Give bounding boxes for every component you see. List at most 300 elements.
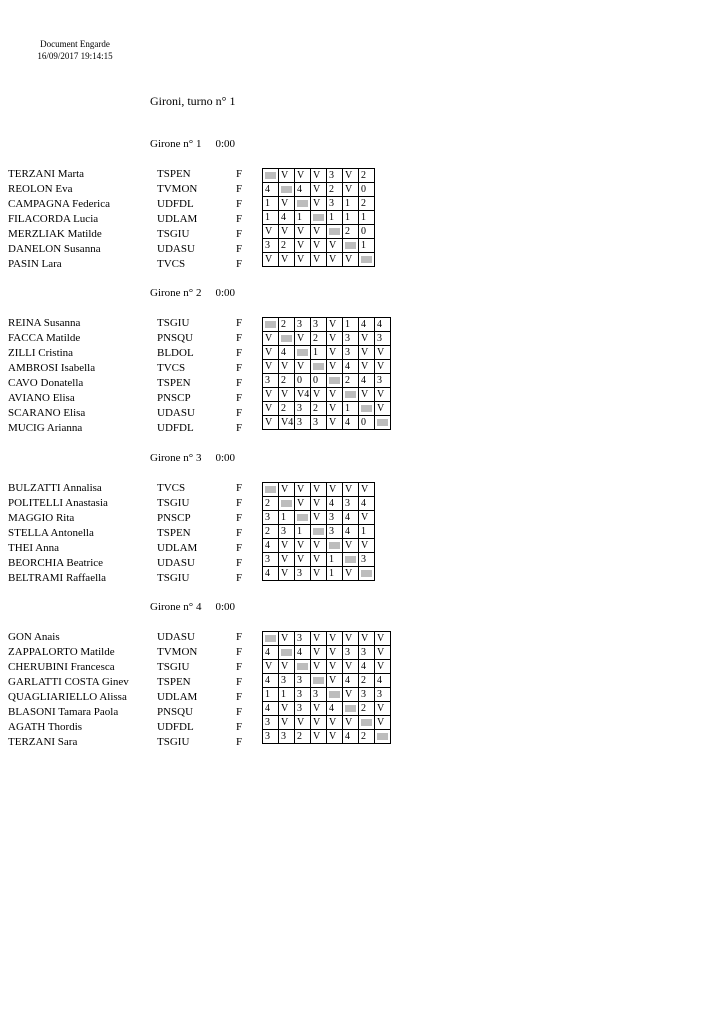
bout-result-cell: 4 [263,183,279,197]
bout-result-cell: 4 [343,525,359,539]
results-grid [262,482,375,581]
bout-result-cell: V [263,360,279,374]
fencer-sex: F [236,676,243,688]
bout-result-cell: V [279,567,295,581]
bout-result-cell: 3 [295,632,311,646]
self-bout-cell [327,539,343,553]
bout-result-cell: 3 [263,511,279,525]
fencer-name: CAMPAGNA Federica [8,198,110,210]
shaded-square-icon [361,405,372,412]
bout-result-cell: 2 [359,674,375,688]
bout-result-cell: 1 [295,525,311,539]
bout-result-cell: V [343,716,359,730]
self-bout-cell [327,225,343,239]
bout-result-cell: 3 [311,416,327,430]
fencer-club: PNSCP [157,512,191,524]
bout-result-cell: V [279,388,295,402]
fencer-name: MUCIG Arianna [8,422,83,434]
bout-result-cell: 1 [343,318,359,332]
fencer-sex: F [236,557,243,569]
self-bout-cell [343,239,359,253]
bout-result-cell: 1 [343,197,359,211]
bout-result-cell: V [375,402,391,416]
results-row [263,225,375,239]
bout-result-cell: 2 [279,374,295,388]
fencer-club: TVMON [157,183,198,195]
fencer-sex: F [236,527,243,539]
bout-result-cell: V [263,388,279,402]
fencer-sex: F [236,691,243,703]
bout-result-cell: 1 [263,211,279,225]
bout-result-cell: V [359,332,375,346]
fencer-name: SCARANO Elisa [8,407,86,419]
self-bout-cell [295,346,311,360]
bout-result-cell: 4 [359,497,375,511]
bout-result-cell: V [327,646,343,660]
bout-result-cell: V [375,632,391,646]
results-row [263,730,391,744]
bout-result-cell: 2 [279,402,295,416]
bout-result-cell: V [311,539,327,553]
bout-result-cell: 2 [279,318,295,332]
shaded-square-icon [297,663,308,670]
shaded-square-icon [313,363,324,370]
bout-result-cell: 3 [295,567,311,581]
bout-result-cell: 2 [343,225,359,239]
bout-result-cell: 3 [359,688,375,702]
shaded-square-icon [361,256,372,263]
bout-result-cell: 4 [263,539,279,553]
fencer-name: REINA Susanna [8,317,81,329]
fencer-club: UDLAM [157,542,198,554]
fencer-club: TVCS [157,258,186,270]
results-row [263,211,375,225]
fencer-name: BEORCHIA Beatrice [8,557,104,569]
fencer-club: UDFDL [157,422,194,434]
bout-result-cell: 1 [327,567,343,581]
fencer-club: TSGIU [157,497,190,509]
bout-result-cell: 4 [343,416,359,430]
bout-result-cell: V [327,318,343,332]
fencer-sex: F [236,646,243,658]
bout-result-cell: V [311,716,327,730]
bout-result-cell: V [327,402,343,416]
bout-result-cell: 0 [311,374,327,388]
fencer-club: TVCS [157,362,186,374]
bout-result-cell: 1 [279,511,295,525]
shaded-square-icon [265,172,276,179]
fencer-club: TVCS [157,482,186,494]
bout-result-cell: 4 [327,702,343,716]
pool-group-name: Girone n° 1 [150,138,202,150]
bout-result-cell: V [327,360,343,374]
bout-result-cell: 2 [343,374,359,388]
shaded-square-icon [281,649,292,656]
results-row [263,388,391,402]
fencer-sex: F [236,258,243,270]
bout-result-cell: V [295,539,311,553]
results-row [263,318,391,332]
bout-result-cell: 3 [375,688,391,702]
fencer-sex: F [236,542,243,554]
results-row [263,632,391,646]
bout-result-cell: 3 [327,169,343,183]
bout-result-cell: 2 [263,525,279,539]
shaded-square-icon [377,733,388,740]
bout-result-cell: V [311,553,327,567]
bout-result-cell: 2 [311,402,327,416]
bout-result-cell: 4 [263,702,279,716]
shaded-square-icon [281,500,292,507]
fencer-sex: F [236,706,243,718]
fencer-club: PNSQU [157,706,194,718]
bout-result-cell: V [327,632,343,646]
shaded-square-icon [361,570,372,577]
self-bout-cell [295,511,311,525]
bout-result-cell: 4 [359,318,375,332]
shaded-square-icon [329,228,340,235]
bout-result-cell: V [279,483,295,497]
results-row [263,674,391,688]
shaded-square-icon [297,514,308,521]
bout-result-cell: V [263,660,279,674]
bout-result-cell: V [279,225,295,239]
fencer-sex: F [236,377,243,389]
bout-result-cell: 4 [263,674,279,688]
bout-result-cell: V [359,632,375,646]
fencer-club: UDASU [157,407,195,419]
bout-result-cell: V [343,183,359,197]
shaded-square-icon [313,214,324,221]
results-row [263,402,391,416]
fencer-name: THEI Anna [8,542,60,554]
fencer-name: BELTRAMI Raffaella [8,572,107,584]
bout-result-cell: 3 [263,239,279,253]
bout-result-cell: V [263,253,279,267]
bout-result-cell: 2 [327,183,343,197]
bout-result-cell: 2 [359,730,375,744]
bout-result-cell: 4 [343,730,359,744]
results-row [263,511,375,525]
results-row [263,716,391,730]
bout-result-cell: 2 [359,197,375,211]
bout-result-cell: V [311,388,327,402]
bout-result-cell: V [311,567,327,581]
bout-result-cell: V [295,239,311,253]
fencer-sex: F [236,512,243,524]
shaded-square-icon [377,419,388,426]
self-bout-cell [343,553,359,567]
fencer-sex: F [236,198,243,210]
bout-result-cell: V [343,632,359,646]
pool-group-title [150,452,235,464]
fencer-sex: F [236,183,243,195]
fencer-name: BULZATTI Annalisa [8,482,102,494]
shaded-square-icon [313,528,324,535]
bout-result-cell: V [311,646,327,660]
bout-result-cell: 3 [295,416,311,430]
bout-result-cell: 4 [343,360,359,374]
bout-result-cell: 3 [295,688,311,702]
bout-result-cell: 3 [311,688,327,702]
results-row [263,483,375,497]
fencer-name: FACCA Matilde [8,332,81,344]
fencer-sex: F [236,332,243,344]
fencer-club: UDASU [157,631,195,643]
bout-result-cell: V [375,346,391,360]
bout-result-cell: V [327,674,343,688]
shaded-square-icon [329,377,340,384]
bout-result-cell: V [279,660,295,674]
shaded-square-icon [265,486,276,493]
bout-result-cell: V [279,632,295,646]
bout-result-cell: V [279,716,295,730]
bout-result-cell: V [311,183,327,197]
fencer-name: AMBROSI Isabella [8,362,96,374]
shaded-square-icon [329,691,340,698]
bout-result-cell: V [359,511,375,525]
bout-result-cell: 3 [295,318,311,332]
self-bout-cell [279,332,295,346]
bout-result-cell: 1 [263,197,279,211]
bout-result-cell: 4 [263,567,279,581]
bout-result-cell: 1 [295,211,311,225]
self-bout-cell [375,730,391,744]
results-row [263,239,375,253]
bout-result-cell: 3 [263,730,279,744]
bout-result-cell: V [359,388,375,402]
bout-result-cell: 1 [263,688,279,702]
fencer-club: PNSQU [157,332,194,344]
bout-result-cell: 3 [295,674,311,688]
bout-result-cell: 3 [327,197,343,211]
fencer-name: ZAPPALORTO Matilde [8,646,115,658]
results-row [263,197,375,211]
fencer-sex: F [236,228,243,240]
results-row [263,497,375,511]
pool-group-name: Girone n° 2 [150,287,202,299]
fencer-club: UDFDL [157,721,194,733]
self-bout-cell [375,416,391,430]
self-bout-cell [359,716,375,730]
fencer-sex: F [236,168,243,180]
fencer-club: TVMON [157,646,198,658]
bout-result-cell: 2 [359,169,375,183]
fencer-name: MAGGIO Rita [8,512,75,524]
shaded-square-icon [345,391,356,398]
bout-result-cell: 0 [359,225,375,239]
fencer-club: UDLAM [157,691,198,703]
bout-result-cell: 4 [359,660,375,674]
fencer-name: MERZLIAK Matilde [8,228,102,240]
shaded-square-icon [345,242,356,249]
self-bout-cell [359,567,375,581]
pool-group-title [150,287,235,299]
results-row [263,374,391,388]
bout-result-cell: V [311,497,327,511]
bout-result-cell: V [327,253,343,267]
bout-result-cell: 1 [359,525,375,539]
fencer-name: DANELON Susanna [8,243,101,255]
bout-result-cell: V [327,416,343,430]
results-row [263,332,391,346]
bout-result-cell: V [327,483,343,497]
bout-result-cell: 3 [343,332,359,346]
bout-result-cell: V [327,388,343,402]
bout-result-cell: V [375,360,391,374]
fencer-club: TSGIU [157,228,190,240]
bout-result-cell: 4 [279,211,295,225]
bout-result-cell: V [279,553,295,567]
bout-result-cell: V [311,511,327,525]
bout-result-cell: V [359,346,375,360]
fencer-name: ZILLI Cristina [8,347,74,359]
bout-result-cell: 4 [263,646,279,660]
bout-result-cell: V [279,169,295,183]
bout-result-cell: V [311,225,327,239]
bout-result-cell: 3 [295,402,311,416]
shaded-square-icon [297,349,308,356]
bout-result-cell: 0 [359,183,375,197]
bout-result-cell: 2 [295,730,311,744]
bout-result-cell: V [311,197,327,211]
bout-result-cell: V [263,332,279,346]
bout-result-cell: 3 [311,318,327,332]
bout-result-cell: 4 [295,646,311,660]
fencer-name: QUAGLIARIELLO Alissa [8,691,127,703]
fencer-club: BLDOL [157,347,194,359]
fencer-club: UDFDL [157,198,194,210]
fencer-club: TSPEN [157,527,191,539]
document-label: Document Engarde [40,39,110,49]
bout-result-cell: 3 [327,511,343,525]
document-timestamp: 16/09/2017 19:14:15 [37,51,113,61]
results-row [263,183,375,197]
results-row [263,169,375,183]
pool-group-title [150,601,235,613]
self-bout-cell [327,688,343,702]
bout-result-cell: 0 [359,416,375,430]
results-row [263,525,375,539]
fencer-sex: F [236,422,243,434]
fencer-sex: F [236,362,243,374]
bout-result-cell: 4 [359,374,375,388]
bout-result-cell: 4 [295,183,311,197]
shaded-square-icon [361,719,372,726]
bout-result-cell: V [311,702,327,716]
pool-group-time: 0:00 [215,138,236,150]
bout-result-cell: 3 [263,374,279,388]
shaded-square-icon [345,705,356,712]
bout-result-cell: V [295,332,311,346]
bout-result-cell: V [375,660,391,674]
fencer-name: POLITELLI Anastasia [8,497,108,509]
bout-result-cell: V [343,539,359,553]
fencer-name: STELLA Antonella [8,527,94,539]
shaded-square-icon [265,321,276,328]
bout-result-cell: 3 [295,702,311,716]
results-row [263,646,391,660]
bout-result-cell: V [359,539,375,553]
page-title: Gironi, turno n° 1 [150,94,236,108]
bout-result-cell: V [375,702,391,716]
bout-result-cell: V [327,239,343,253]
fencer-club: TSGIU [157,572,190,584]
bout-result-cell: V [295,253,311,267]
fencer-sex: F [236,243,243,255]
bout-result-cell: V [279,360,295,374]
fencer-club: TSGIU [157,736,190,748]
bout-result-cell: V [279,197,295,211]
self-bout-cell [295,197,311,211]
fencer-sex: F [236,407,243,419]
fencer-club: PNSCP [157,392,191,404]
bout-result-cell: V [327,660,343,674]
fencer-sex: F [236,572,243,584]
fencer-name: AVIANO Elisa [8,392,75,404]
bout-result-cell: V [343,169,359,183]
shaded-square-icon [329,542,340,549]
shaded-square-icon [265,635,276,642]
fencer-name: TERZANI Marta [8,168,85,180]
bout-result-cell: V [295,483,311,497]
fencer-club: TSPEN [157,168,191,180]
bout-result-cell: V [295,716,311,730]
bout-result-cell: V [343,483,359,497]
fencer-club: TSPEN [157,676,191,688]
bout-result-cell: V [311,169,327,183]
fencer-club: TSGIU [157,661,190,673]
bout-result-cell: V [295,360,311,374]
bout-result-cell: 1 [311,346,327,360]
fencer-name: REOLON Eva [8,183,73,195]
fencer-club: TSPEN [157,377,191,389]
bout-result-cell: V [327,332,343,346]
bout-result-cell: 4 [279,346,295,360]
bout-result-cell: 3 [279,674,295,688]
self-bout-cell [327,374,343,388]
self-bout-cell [263,169,279,183]
self-bout-cell [359,253,375,267]
bout-result-cell: 3 [343,497,359,511]
bout-result-cell: 3 [343,646,359,660]
bout-result-cell: V [279,253,295,267]
fencer-club: TSGIU [157,317,190,329]
bout-result-cell: V [311,730,327,744]
bout-result-cell: V [375,646,391,660]
fencer-sex: F [236,347,243,359]
bout-result-cell: 3 [359,646,375,660]
fencer-club: UDASU [157,557,195,569]
self-bout-cell [279,497,295,511]
shaded-square-icon [297,200,308,207]
pool-group-name: Girone n° 4 [150,601,202,613]
bout-result-cell: V [263,225,279,239]
bout-result-cell: V [343,567,359,581]
bout-result-cell: V [311,632,327,646]
bout-result-cell: V [343,660,359,674]
bout-result-cell: V [279,539,295,553]
fencer-name: GON Anais [8,631,60,643]
bout-result-cell: V [359,360,375,374]
results-row [263,253,375,267]
bout-result-cell: V [343,253,359,267]
fencer-name: GARLATTI COSTA Ginev [8,676,129,688]
results-row [263,539,375,553]
fencer-sex: F [236,736,243,748]
bout-result-cell: V [295,553,311,567]
self-bout-cell [311,211,327,225]
